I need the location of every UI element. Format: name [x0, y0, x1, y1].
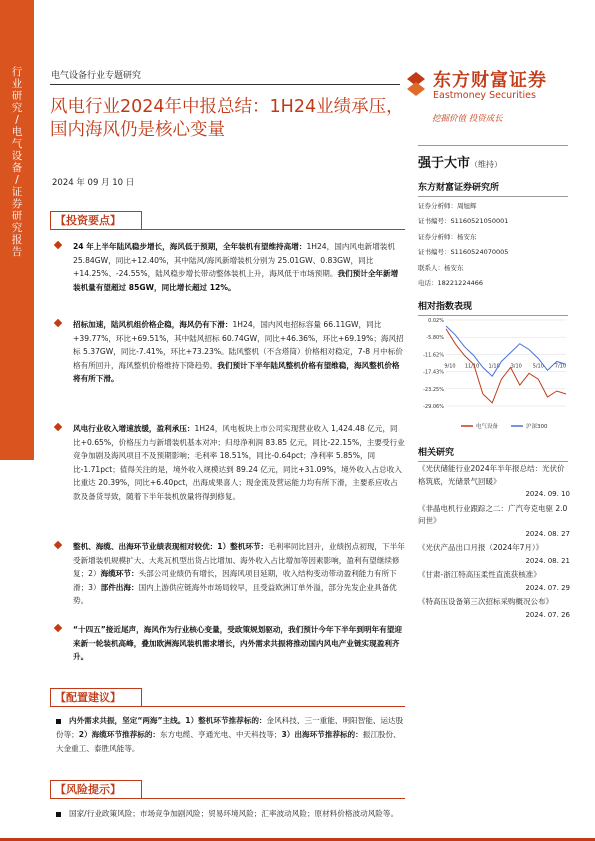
related-item[interactable] [418, 542, 570, 567]
brand-slogan: 挖掘价值 投资成长 [432, 114, 503, 124]
diamond-bullet-icon [54, 241, 62, 249]
config-lead: 2）海缆环节推荐标的： [78, 730, 161, 739]
rating [418, 152, 502, 171]
related-item[interactable] [418, 569, 570, 594]
y-tick-label: -29.06% [423, 404, 444, 410]
invest-point-4 [55, 540, 405, 608]
point-conclusion: 我们预计下半年陆风整机价格有望维稳，海风整机价格将有所下滑。 [73, 360, 400, 383]
related-item-title: 《特高压设备第三次招标采购概况公布》 [418, 597, 553, 606]
rating-note: （维持） [470, 160, 503, 169]
risk-item [56, 807, 406, 821]
point-body: 头部公司业绩仍有增长，因海风项目延期，收入结构变动带动盈利能力有所下滑；3） [73, 569, 397, 592]
diamond-bullet-icon [54, 624, 62, 632]
related-item-date: 2024. 07. 29 [525, 583, 570, 592]
point-body: 1H24，国内风电新增装机 25.84GW，同比+12.40%，其中陆风/海风新增装机分别为 25.01GW、0.83GW，同比+14.25%、-24.55%，陆风稳步增长带动整体装机上升，海风低于市场预期。 [73, 242, 395, 278]
diamond-bullet-icon [54, 319, 62, 327]
info-line: 联系人：杨安东 [418, 263, 464, 272]
related-item[interactable] [418, 463, 570, 501]
config-body: 东方电缆、亨通光电、中天科技等； [160, 730, 282, 739]
y-tick-label: -17.43% [423, 369, 444, 376]
brand-name-cn: 东方财富证券 [433, 70, 547, 91]
related-item-title: 《光伏储能行业2024年半年报总结：光伏价格筑底，光储景气回暖》 [418, 464, 565, 486]
side-tab-sep: / [15, 114, 19, 126]
square-bullet-icon [56, 719, 61, 724]
rating-label: 强于大市 [418, 156, 471, 171]
point-body: 毛利率同比回升，业绩拐点初现，下半年受新增装机规模扩大、大兆瓦机型出货占比增加、海外收入占比增加等因素影响，盈利有望继续修复；2） [73, 542, 405, 578]
point-lead: 整机、海缆、出海环节业绩表现相对较优：1）整机环节： [73, 542, 269, 551]
legend-label: 沪深300 [526, 424, 548, 430]
square-bullet-icon [56, 812, 61, 817]
institute-title: 东方财富证券研究所 [418, 180, 568, 197]
related-item-title: 《非晶电机行业跟踪之二：广汽夸克电驱 2.0 问世》 [418, 503, 568, 525]
config-item [56, 714, 406, 756]
legend-label: 电气设备 [476, 424, 499, 430]
config-body: 振江股份、大金重工、泰胜风能等。 [56, 730, 401, 753]
info-line: 证券分析师：周旭辉 [418, 202, 477, 210]
rating-divider [418, 145, 568, 146]
point-lead: 招标加速，陆风机组价格企稳，海风仍有下滑： [73, 320, 233, 329]
point-lead: 风电行业收入增速放缓，盈利承压： [73, 424, 195, 433]
analyst-info [418, 199, 508, 291]
section-rule [140, 798, 405, 799]
invest-point-1 [55, 240, 405, 294]
chart-title: 相对指数表现 [418, 299, 568, 316]
brand-logo [405, 66, 575, 112]
related-item-date: 2024. 08. 27 [525, 529, 570, 538]
y-tick-label: -5.80% [426, 335, 444, 342]
logo-mark-icon [405, 70, 427, 98]
side-tab-sep: / [15, 174, 19, 186]
y-tick-label: -23.25% [423, 386, 444, 393]
related-item-title: 《甘肃-浙江特高压柔性直流获核准》 [418, 570, 541, 579]
section-rule [140, 706, 405, 707]
point-body: 1H24，风电板块上市公司实现营业收入 1,424.48 亿元，同比+0.65%，价格压力与新增装机基本对冲；归母净利润 83.85 亿元，同比-22.15%，主要受行业竞争加剧及海风项目不及预期影响；毛利率 18.51%，同比-0.64pct；净利率 5.85%，同比-1.71pct；值得关注的是，境外收入规模达到 89.24 亿元，同比+31.09%，境外收入占总收入比重达 20.39%，同比+6.40pct，出海成果喜人；现金流及营运能力均有所下滑，主要系应收占款及备货导致，随着下半年装机放量将得到修复。 [73, 424, 405, 501]
related-item-date: 2024. 08. 21 [525, 556, 570, 565]
point-sub-lead: 海缆环节： [100, 569, 139, 578]
x-tick-label: 3/10 [510, 363, 522, 370]
report-date: 2024 年 09 月 10 日 [52, 178, 135, 188]
side-tab-line3: 证券研究报告 [11, 186, 23, 258]
config-body: 金风科技、三一重能、明阳智能、运达股份等； [56, 716, 404, 739]
point-lead: 24 年上半年陆风稳步增长，海风低于预期，全年装机有望维持高增： [73, 242, 307, 251]
section-rule [140, 229, 405, 230]
related-item-title: 《光伏产品出口月报（2024年7月）》 [418, 543, 544, 552]
invest-heading: 【投资要点】 [50, 211, 142, 230]
related-item-date: 2024. 07. 26 [525, 610, 570, 619]
invest-point-3 [55, 422, 405, 503]
side-tab-text [7, 66, 27, 258]
side-tab-line1: 行业研究 [11, 66, 23, 114]
related-title: 相关研究 [418, 445, 568, 462]
info-line: 证书编号：S1160521050001 [418, 217, 509, 226]
point-lead: “十四五”接近尾声，海风作为行业核心变量，受政策规划驱动，我们预计今年下半年到明年有望迎来新一轮装机高峰，叠加欧洲海风装机需求增长，内外需求共振将推动国内风电产业链实现盈利齐升。 [73, 625, 402, 661]
x-tick-label: 5/10 [532, 363, 544, 370]
y-tick-label: -11.62% [423, 352, 444, 359]
config-lead: 3）出海环节推荐标的： [281, 730, 363, 739]
related-research-list [418, 463, 570, 623]
header-rule [50, 84, 400, 85]
diamond-bullet-icon [54, 423, 62, 431]
side-tab-line2: 电气设备 [11, 126, 23, 174]
y-tick-label: 0.02% [428, 318, 444, 324]
related-item[interactable] [418, 596, 570, 621]
point-body: 1H24，国内风电招标容量 66.11GW，同比+39.77%，环比+69.51%，其中陆风招标 60.74GW，同比+46.36%，环比+69.19%；海风招标 5.37GW，同比-7.41%，环比+73.23%。陆风整机（不含塔筒）价格相对稳定，7-8 月中标价格有所回升，海风整机价格维持下降趋势。 [73, 320, 404, 370]
risk-body: 国家/行业政策风险；市场竞争加剧风险；贸易环境风险；汇率波动风险；原材料价格波动风险等。 [69, 809, 399, 818]
x-tick-label: 9/10 [444, 363, 456, 370]
risk-heading: 【风险提示】 [50, 780, 142, 799]
x-tick-label: 1/10 [488, 363, 500, 370]
point-body: 国内上游供应链海外市场局较早，且受益欧洲订单外溢，部分先发企业具备优势。 [73, 582, 397, 605]
config-heading: 【配置建议】 [50, 688, 142, 707]
point-conclusion: 我们预计全年新增装机量有望超过 85GW，同比增长超过 12%。 [73, 269, 399, 292]
invest-point-2 [55, 318, 405, 386]
report-category: 电气设备行业专题研究 [51, 71, 142, 81]
relative-index-chart [416, 314, 571, 436]
brand-name-en: Eastmoney Securities [433, 90, 536, 101]
x-tick-label: 7/10 [554, 363, 567, 370]
info-line: 证书编号：S1160524070005 [418, 248, 509, 257]
related-item-date: 2024. 09. 10 [525, 490, 570, 498]
report-title: 风电行业2024年中报总结：1H24业绩承压，国内海风仍是核心变量 [50, 97, 404, 140]
invest-point-5 [55, 623, 405, 664]
config-lead: 内外需求共振，坚定“两海”主线。1）整机环节推荐标的： [69, 716, 267, 725]
info-line: 证券分析师：杨安东 [418, 232, 477, 241]
diamond-bullet-icon [54, 541, 62, 549]
point-sub-lead: 部件出海： [100, 582, 139, 592]
x-tick-label: 11/10 [464, 363, 480, 370]
info-line: 电话：18221224466 [418, 279, 483, 288]
related-item[interactable] [418, 503, 570, 541]
